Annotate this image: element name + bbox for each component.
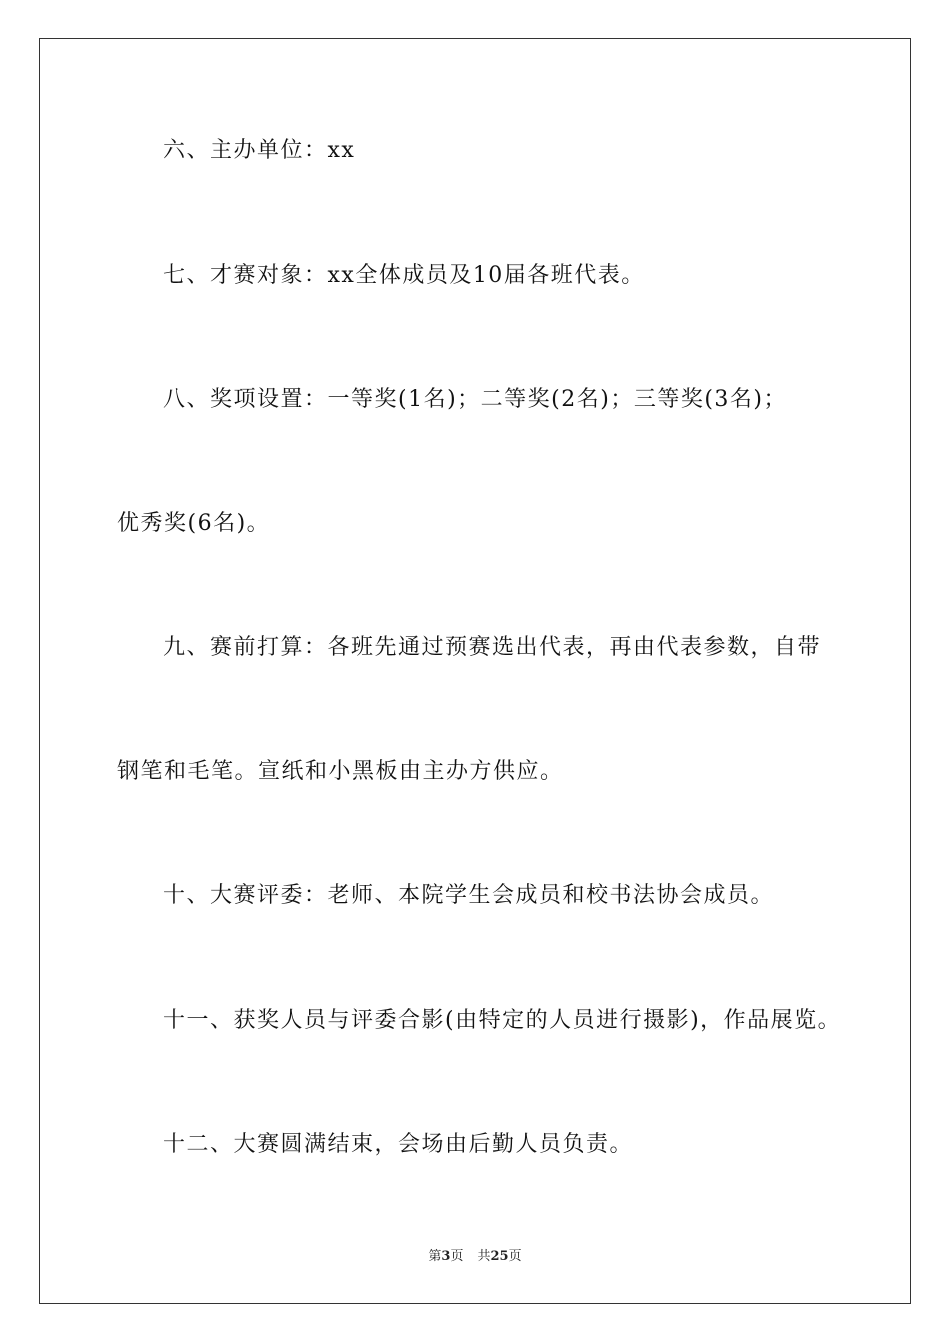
paragraph-line-awards-cont: 优秀奖(6名)。	[117, 511, 271, 536]
paragraph-line-closing: 十二、大赛圆满结束，会场由后勤人员负责。	[163, 1132, 634, 1157]
paragraph-line-awards: 八、奖项设置：一等奖(1名)；二等奖(2名)；三等奖(3名)；	[163, 387, 787, 412]
footer-page-suffix: 页	[450, 1249, 464, 1264]
paragraph-line-preparation: 九、赛前打算：各班先通过预赛选出代表，再由代表参数，自带	[163, 635, 822, 660]
paragraph-line-photo: 十一、获奖人员与评委合影(由特定的人员进行摄影)，作品展览。	[163, 1008, 842, 1033]
footer-total-pages: 25	[490, 1249, 509, 1264]
footer-page-prefix: 第	[428, 1249, 442, 1264]
footer-page-number: 3	[441, 1249, 451, 1264]
footer-total-suffix: 页	[508, 1249, 522, 1264]
page-footer	[0, 1248, 950, 1266]
paragraph-line-participants: 七、才赛对象：xx全体成员及10届各班代表。	[163, 263, 645, 288]
paragraph-line-judges: 十、大赛评委：老师、本院学生会成员和校书法协会成员。	[163, 883, 775, 908]
footer-total-prefix: 共	[477, 1249, 491, 1264]
paragraph-line-host: 六、主办单位：xx	[163, 138, 356, 163]
paragraph-line-preparation-cont: 钢笔和毛笔。宣纸和小黑板由主办方供应。	[117, 759, 564, 784]
page-border	[39, 38, 911, 1304]
